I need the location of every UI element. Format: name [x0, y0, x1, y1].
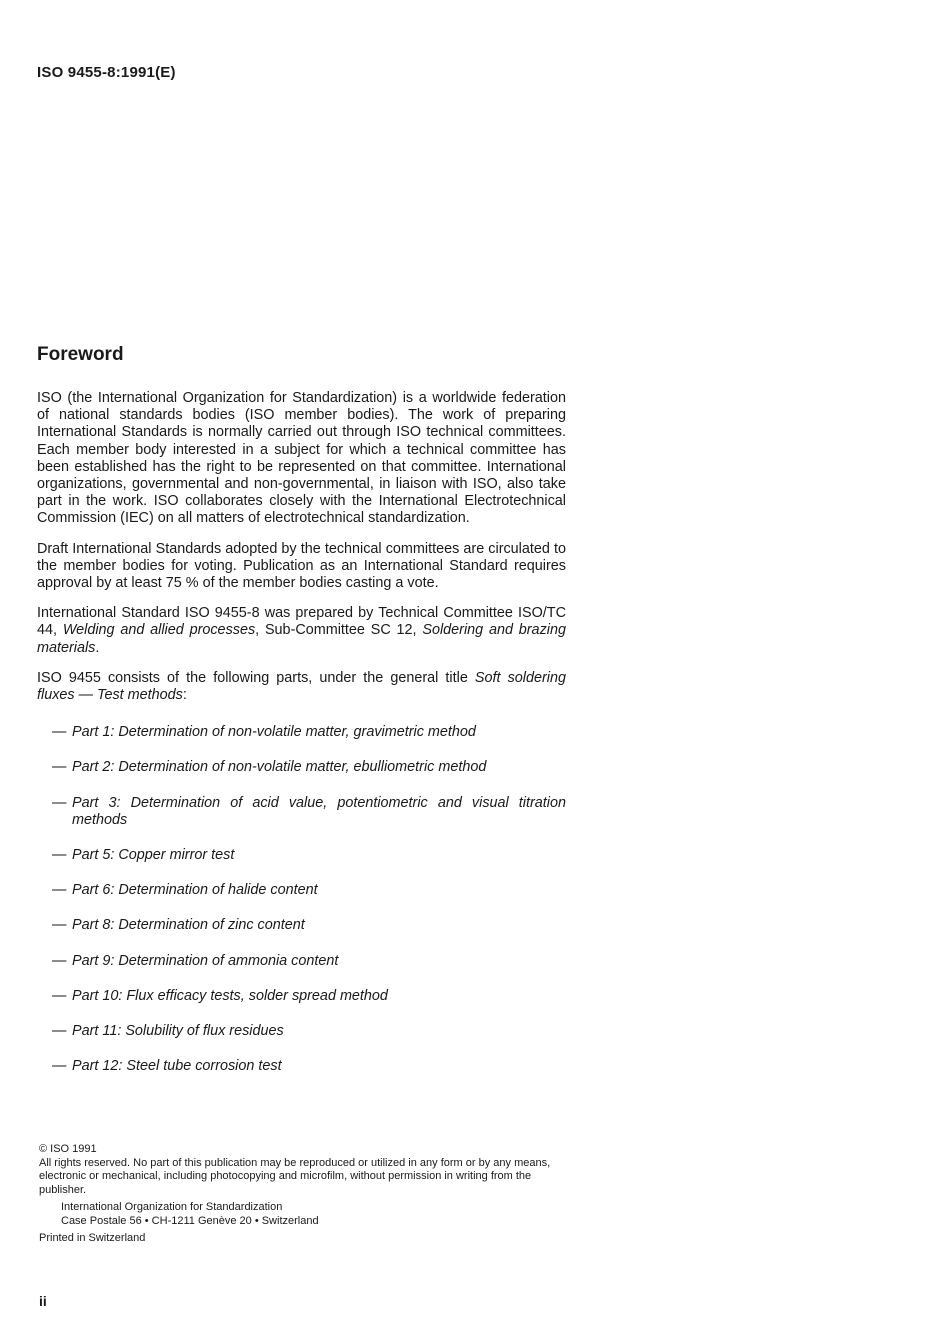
list-item [37, 1023, 566, 1040]
list-item [37, 724, 566, 741]
parts-intro-text: ISO 9455 consists of the following parts, under the general title [37, 669, 475, 686]
dash-bullet: — [52, 1058, 67, 1075]
dash-bullet: — [52, 759, 67, 776]
publisher-address [61, 1201, 569, 1228]
paragraph-prepared-by [37, 605, 566, 657]
dash-bullet: — [52, 952, 67, 969]
foreword-body [37, 390, 566, 1093]
part-title: Part 10: Flux efficacy tests, solder spread method [72, 987, 388, 1004]
paragraph-iso-intro: ISO (the International Organization for Standardization) is a worldwide federation of national standards bodies (ISO member bodies). The work of preparing International Standards is normally carried out through ISO technical committees. Each member body interested in a subject for which a technical committee has been established has the right to be represented on that committee. International organizations, governmental and non-governmental, in liaison with ISO, also take part in the work. ISO collaborates closely with the International Electrotechnical Commission (IEC) on all matters of electrotechnical standardization. [37, 390, 566, 527]
part-title: Part 1: Determination of non-volatile matter, gravimetric method [72, 724, 476, 741]
paragraph-draft-standards: Draft International Standards adopted by the technical committees are circulated to the member bodies for voting. Publication as an International Standard requires approval by at least 75 % of the member bodies casting a vote. [37, 540, 566, 592]
dash-bullet: — [52, 987, 67, 1004]
part-title: Part 2: Determination of non-volatile matter, ebulliometric method [72, 759, 487, 776]
part-title: Part 5: Copper mirror test [72, 847, 235, 864]
list-item [37, 759, 566, 776]
dash-bullet: — [52, 794, 67, 811]
copyright-line: © ISO 1991 [39, 1143, 97, 1155]
list-item [37, 1058, 566, 1075]
subcommittee-title: Soldering and brazing materials [37, 622, 566, 656]
period: . [95, 639, 100, 656]
dash-bullet: — [52, 724, 67, 741]
copyright-block [39, 1143, 569, 1246]
list-item [37, 917, 566, 934]
list-item [37, 988, 566, 1005]
printed-in: Printed in Switzerland [39, 1232, 146, 1244]
prepared-by-text: International Standard ISO 9455-8 was prepared by Technical Committee ISO/TC 44, [37, 605, 566, 639]
page-number: ii [39, 1293, 47, 1309]
foreword-heading: Foreword [37, 344, 124, 365]
dash-bullet: — [52, 847, 67, 864]
document-code: ISO 9455-8:1991(E) [37, 64, 176, 81]
dash-bullet: — [52, 1023, 67, 1040]
dash-bullet: — [52, 882, 67, 899]
subcommittee-text: , Sub-Committee SC 12, [255, 622, 423, 639]
publisher-name: International Organization for Standardization [61, 1201, 283, 1213]
part-title: Part 12: Steel tube corrosion test [72, 1058, 282, 1075]
committee-title: Welding and allied processes [62, 622, 256, 639]
part-title: Part 9: Determination of ammonia content [72, 952, 339, 969]
list-item [37, 882, 566, 899]
paragraph-parts-intro [37, 670, 566, 704]
dash-bullet: — [52, 917, 67, 934]
general-title: Soft soldering fluxes — Test methods [37, 669, 566, 704]
list-item [37, 847, 566, 864]
postal-address: Case Postale 56 • CH-1211 Genève 20 • Switzerland [61, 1214, 319, 1227]
part-title: Part 3: Determination of acid value, potentiometric and visual titration methods [72, 794, 566, 828]
colon: : [182, 687, 187, 704]
part-title: Part 8: Determination of zinc content [72, 917, 305, 934]
rights-statement: All rights reserved. No part of this publication may be reproduced or utilized in any form or by any means, electronic or mechanical, including photocopying and microfilm, without permission in writing from the publisher. [39, 1156, 551, 1196]
list-item [37, 795, 566, 829]
part-title: Part 6: Determination of halide content [72, 882, 318, 899]
list-item [37, 953, 566, 970]
part-title: Part 11: Solubility of flux residues [72, 1023, 284, 1040]
parts-list [37, 724, 566, 1075]
